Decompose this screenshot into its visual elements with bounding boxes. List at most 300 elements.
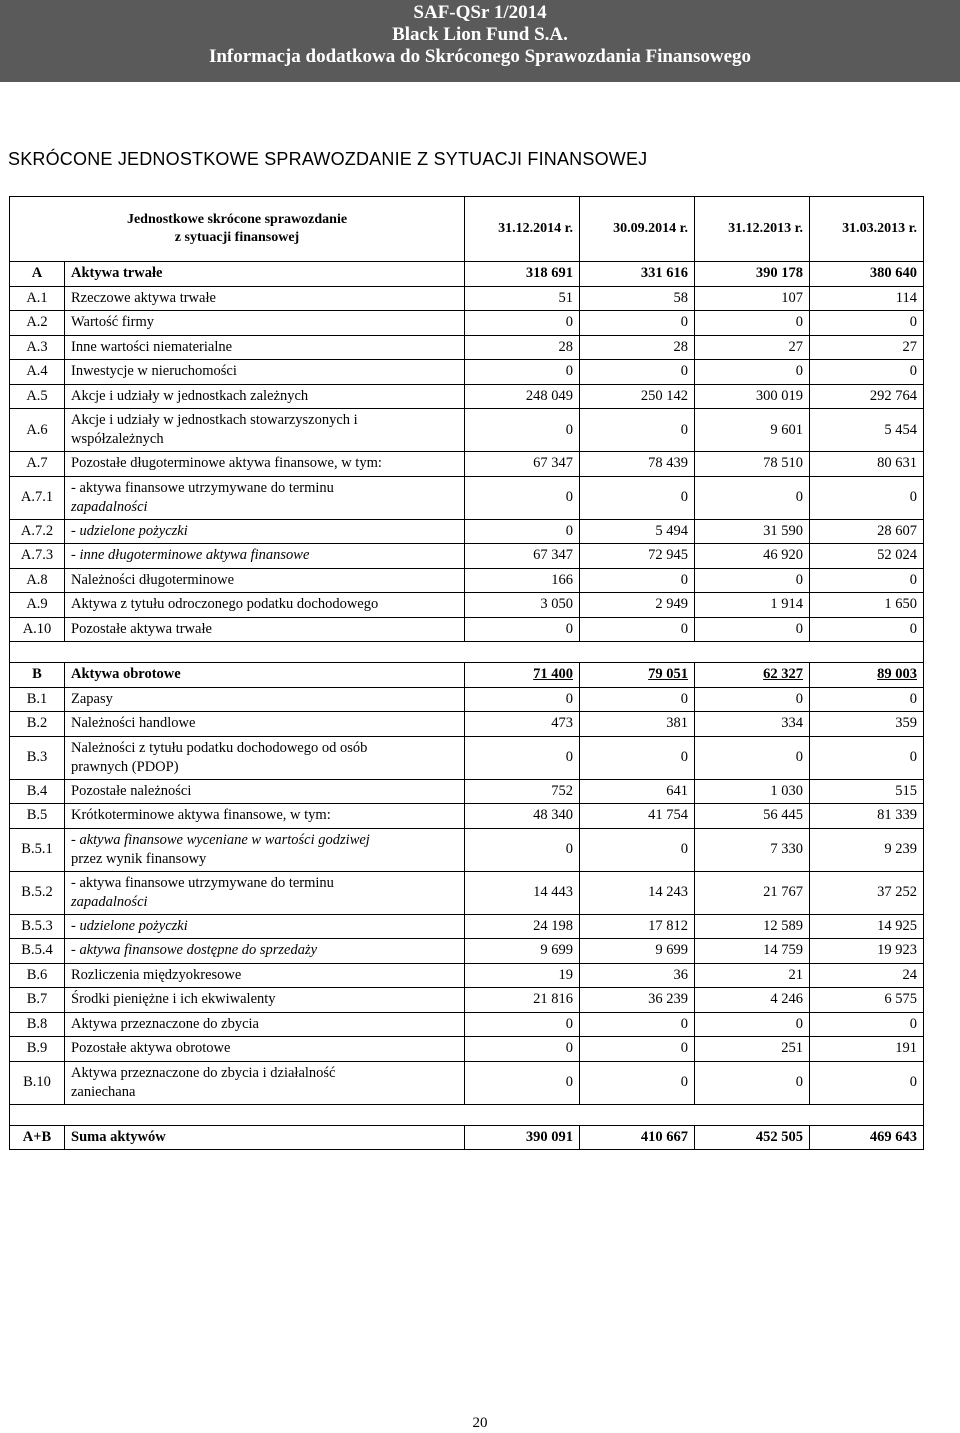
value-text: 248 049 [525,387,573,404]
row-value [810,939,924,964]
section-b-rows [10,663,924,1105]
row-value [465,262,580,287]
row-value [810,871,924,914]
value-text: 19 923 [877,942,917,959]
value-text: 452 505 [755,1128,803,1145]
report-subtitle: Informacja dodatkowa do Skróconego Sprawozdania Finansowego [208,46,752,67]
row-value [810,593,924,618]
row-value [580,360,695,385]
row-label: Pozostałe aktywa obrotowe [65,1037,465,1062]
row-code: B.5.4 [10,939,65,964]
row-value [465,939,580,964]
table-row [10,593,924,618]
table-row [10,476,924,519]
row-label: Pozostałe długoterminowe aktywa finansowe, w tym: [65,452,465,477]
row-code: A.8 [10,568,65,593]
value-text: 0 [565,421,573,438]
row-value [810,360,924,385]
value-text: 1 030 [770,782,803,799]
row-value [580,384,695,409]
row-value [580,335,695,360]
value-text: 6 575 [884,991,917,1008]
table-row [10,1061,924,1104]
row-value [695,409,810,452]
row-value [465,409,580,452]
row-code: B.7 [10,988,65,1013]
row-code: A.3 [10,335,65,360]
row-label: Wartość firmy [65,311,465,336]
value-text: 58 [673,289,688,306]
row-value [580,804,695,829]
row-value [465,914,580,939]
value-text: 0 [680,690,688,707]
row-value [695,963,810,988]
value-text: 89 003 [877,666,917,683]
row-code: A.9 [10,593,65,618]
row-label [65,736,465,779]
value-text: 0 [909,489,917,505]
row-label: Należności handlowe [65,712,465,737]
value-text: 0 [565,1040,573,1057]
page-number: 20 [472,1415,488,1431]
value-text: 641 [666,782,688,799]
value-text: 292 764 [869,387,917,404]
row-value [465,828,580,871]
value-text: 0 [680,1074,688,1090]
row-value [695,939,810,964]
row-value [465,663,580,688]
row-value [810,963,924,988]
row-value [465,593,580,618]
value-text: 0 [680,314,688,331]
row-label: Aktywa z tytułu odroczonego podatku dochodowego [65,593,465,618]
row-value [580,914,695,939]
value-text: 250 142 [640,387,688,404]
row-label-line: - aktywa finansowe wyceniane w wartości godziwej [71,831,370,848]
value-text: 473 [551,715,573,732]
value-text: 28 [558,338,573,355]
column-date: 31.03.2013 r. [810,197,924,262]
value-text: 380 640 [869,265,917,282]
row-value [580,262,695,287]
table-row [10,779,924,804]
row-value [465,871,580,914]
row-code: B.5.2 [10,871,65,914]
row-value [465,476,580,519]
row-code: A+B [10,1125,65,1150]
value-text: 515 [895,782,917,799]
row-value [695,544,810,569]
value-text: 81 339 [877,807,917,824]
row-value [465,617,580,642]
value-text: 9 699 [655,942,688,959]
value-text: 27 [788,338,803,355]
row-label-line: współzależnych [71,431,164,447]
value-text: 28 607 [877,522,917,539]
value-text: 410 667 [640,1128,688,1145]
value-text: 0 [909,690,917,707]
row-value [580,1037,695,1062]
row-value [810,384,924,409]
row-label: Zapasy [65,687,465,712]
row-label: - udzielone pożyczki [65,519,465,544]
row-value [465,335,580,360]
row-value [580,712,695,737]
row-code: A.2 [10,311,65,336]
row-value [580,736,695,779]
row-label-line: zapadalności [71,893,148,910]
value-text: 0 [565,749,573,765]
value-text: 469 643 [869,1128,917,1145]
row-value [810,804,924,829]
row-value [465,712,580,737]
value-text: 21 767 [763,884,803,900]
row-value [580,1125,695,1150]
table-row [10,663,924,688]
row-value [465,988,580,1013]
table-row [10,262,924,287]
row-value [810,988,924,1013]
value-text: 107 [781,289,803,306]
value-text: 0 [795,571,803,588]
row-code: A.7.2 [10,519,65,544]
table-row [10,544,924,569]
row-value [695,712,810,737]
value-text: 31 590 [763,522,803,539]
value-text: 318 691 [525,265,573,282]
value-text: 3 050 [540,596,573,613]
value-text: 36 239 [648,991,688,1008]
company-name: Black Lion Fund S.A. [392,24,568,45]
value-text: 67 347 [533,547,573,564]
table-row [10,286,924,311]
total-rows [10,1125,924,1150]
value-text: 12 589 [763,917,803,934]
value-text: 0 [795,620,803,637]
row-code: B.5.1 [10,828,65,871]
row-value [695,476,810,519]
row-label: - udzielone pożyczki [65,914,465,939]
row-value [810,519,924,544]
row-value [580,988,695,1013]
value-text: 0 [680,363,688,380]
value-text: 0 [795,749,803,765]
value-text: 52 024 [877,547,917,564]
row-label [65,828,465,871]
table-row [10,687,924,712]
value-text: 14 925 [877,917,917,934]
value-text: 21 [788,966,803,983]
value-text: 390 091 [525,1128,573,1145]
value-text: 24 198 [533,917,573,934]
value-text: 0 [565,841,573,857]
row-label-line: zapadalności [71,498,148,515]
row-code: A [10,262,65,287]
value-text: 114 [895,289,917,306]
row-value [465,1037,580,1062]
row-value [810,914,924,939]
row-value [695,617,810,642]
row-value [465,384,580,409]
table-row [10,804,924,829]
value-text: 166 [551,571,573,588]
row-value [695,1125,810,1150]
value-text: 78 439 [648,455,688,472]
row-label: Aktywa przeznaczone do zbycia [65,1012,465,1037]
value-text: 0 [795,489,803,505]
row-label: Suma aktywów [65,1125,465,1150]
value-text: 19 [558,966,573,983]
row-label-line: Akcje i udziały w jednostkach stowarzyszonych i [71,412,358,428]
row-value [580,519,695,544]
spacer-row [10,642,924,663]
row-label [65,409,465,452]
row-label: Aktywa trwałe [65,262,465,287]
column-date: 30.09.2014 r. [580,197,695,262]
row-value [465,963,580,988]
row-label-line: Aktywa przeznaczone do zbycia i działalność [71,1064,336,1081]
value-text: 0 [680,620,688,637]
spacer-row [10,1104,924,1125]
row-value [580,1061,695,1104]
row-label [65,1061,465,1104]
section-title: SKRÓCONE JEDNOSTKOWE SPRAWOZDANIE Z SYTUACJI FINANSOWEJ [8,149,648,169]
row-value [695,286,810,311]
document-header-banner [0,0,960,82]
row-value [695,828,810,871]
row-value [695,1037,810,1062]
value-text: 0 [680,1040,688,1057]
value-text: 79 051 [648,666,688,683]
row-value [695,384,810,409]
row-value [695,914,810,939]
row-code: B.3 [10,736,65,779]
row-code: A.5 [10,384,65,409]
table-row [10,409,924,452]
row-value [810,335,924,360]
row-value [695,1061,810,1104]
value-text: 0 [565,1074,573,1090]
value-text: 4 246 [770,991,803,1008]
table-row [10,519,924,544]
column-date: 31.12.2014 r. [465,197,580,262]
row-value [695,687,810,712]
value-text: 27 [902,338,917,355]
row-code: B.4 [10,779,65,804]
row-value [695,262,810,287]
table-header-row [10,197,924,262]
row-value [465,286,580,311]
row-value [695,779,810,804]
report-code: SAF-QSr 1/2014 [413,2,547,23]
row-value [810,712,924,737]
row-value [810,828,924,871]
row-value [580,617,695,642]
row-code: B.1 [10,687,65,712]
value-text: 0 [565,489,573,505]
row-label: Akcje i udziały w jednostkach zależnych [65,384,465,409]
value-text: 752 [551,782,573,799]
row-value [465,452,580,477]
table-row [10,988,924,1013]
row-value [810,617,924,642]
row-value [810,1125,924,1150]
value-text: 0 [680,749,688,765]
table-row [10,939,924,964]
row-value [695,311,810,336]
value-text: 9 699 [540,942,573,959]
table-row [10,384,924,409]
value-text: 5 454 [884,421,917,438]
value-text: 24 [902,966,917,983]
table-row [10,963,924,988]
value-text: 251 [781,1040,803,1057]
row-label-line: - aktywa finansowe utrzymywane do terminu [71,479,334,496]
row-value [695,736,810,779]
table-row [10,712,924,737]
row-value [465,311,580,336]
row-value [465,1012,580,1037]
table-row [10,871,924,914]
value-text: 0 [565,314,573,331]
row-value [695,1012,810,1037]
value-text: 51 [558,289,573,306]
row-value [465,779,580,804]
row-value [810,663,924,688]
row-value [580,311,695,336]
row-value [695,335,810,360]
row-value [580,1012,695,1037]
row-value [580,593,695,618]
row-code: B.5 [10,804,65,829]
table-row [10,568,924,593]
value-text: 0 [565,620,573,637]
row-value [695,663,810,688]
value-text: 300 019 [755,387,803,404]
value-text: 28 [673,338,688,355]
value-text: 9 601 [770,421,803,438]
value-text: 7 330 [770,841,803,857]
row-label-line: przez wynik finansowy [71,850,207,867]
row-value [580,452,695,477]
row-label: Pozostałe należności [65,779,465,804]
table-row [10,360,924,385]
table-row [10,914,924,939]
row-value [810,262,924,287]
table-row [10,452,924,477]
value-text: 46 920 [763,547,803,564]
row-value [695,360,810,385]
value-text: 71 400 [533,666,573,683]
row-value [810,568,924,593]
value-text: 41 754 [648,807,688,824]
table-row [10,335,924,360]
value-text: 0 [795,690,803,707]
value-text: 78 510 [763,455,803,472]
table-row [10,828,924,871]
value-text: 48 340 [533,807,573,824]
value-text: 17 812 [648,917,688,934]
row-value [465,1125,580,1150]
value-text: 0 [909,363,917,380]
row-code: A.1 [10,286,65,311]
row-label-line: - aktywa finansowe utrzymywane do terminu [71,874,334,891]
value-text: 9 239 [884,841,917,857]
value-text: 359 [895,715,917,732]
row-code: B.6 [10,963,65,988]
value-text: 0 [909,571,917,588]
row-value [580,409,695,452]
row-value [810,286,924,311]
table-row [10,311,924,336]
value-text: 0 [565,522,573,539]
value-text: 331 616 [640,265,688,282]
row-label: Środki pieniężne i ich ekwiwalenty [65,988,465,1013]
table-row [10,1012,924,1037]
row-value [580,544,695,569]
value-text: 1 650 [884,596,917,613]
value-text: 56 445 [763,807,803,824]
value-text: 67 347 [533,455,573,472]
value-text: 0 [795,363,803,380]
value-text: 334 [781,715,803,732]
value-text: 0 [795,314,803,331]
value-text: 21 816 [533,991,573,1008]
row-value [810,1061,924,1104]
value-text: 0 [680,571,688,588]
value-text: 0 [680,421,688,438]
value-text: 14 759 [763,942,803,959]
row-label: Inwestycje w nieruchomości [65,360,465,385]
row-value [810,409,924,452]
row-value [695,804,810,829]
value-text: 0 [680,841,688,857]
row-value [810,1037,924,1062]
row-code: A.6 [10,409,65,452]
value-text: 0 [909,314,917,331]
row-value [810,779,924,804]
value-text: 2 949 [655,596,688,613]
row-code: A.7 [10,452,65,477]
row-label-line: zaniechana [71,1083,136,1100]
row-code: A.10 [10,617,65,642]
value-text: 0 [909,749,917,765]
row-label: Rzeczowe aktywa trwałe [65,286,465,311]
table-header-label: Jednostkowe skrócone sprawozdanie z sytuacji finansowej [10,197,465,262]
row-value [695,568,810,593]
value-text: 62 327 [763,666,803,683]
column-date: 31.12.2013 r. [695,197,810,262]
value-text: 191 [895,1040,917,1057]
row-value [695,519,810,544]
value-text: 0 [795,1015,803,1032]
row-value [695,593,810,618]
row-value [810,476,924,519]
value-text: 0 [909,1074,917,1090]
row-code: A.7.1 [10,476,65,519]
row-code: B.8 [10,1012,65,1037]
row-label: Krótkoterminowe aktywa finansowe, w tym: [65,804,465,829]
row-code: A.7.3 [10,544,65,569]
table-row [10,1125,924,1150]
value-text: 0 [680,1015,688,1032]
value-text: 37 252 [877,884,917,900]
value-text: 1 914 [770,596,803,613]
row-value [810,736,924,779]
row-value [695,871,810,914]
row-label [65,476,465,519]
row-value [810,1012,924,1037]
